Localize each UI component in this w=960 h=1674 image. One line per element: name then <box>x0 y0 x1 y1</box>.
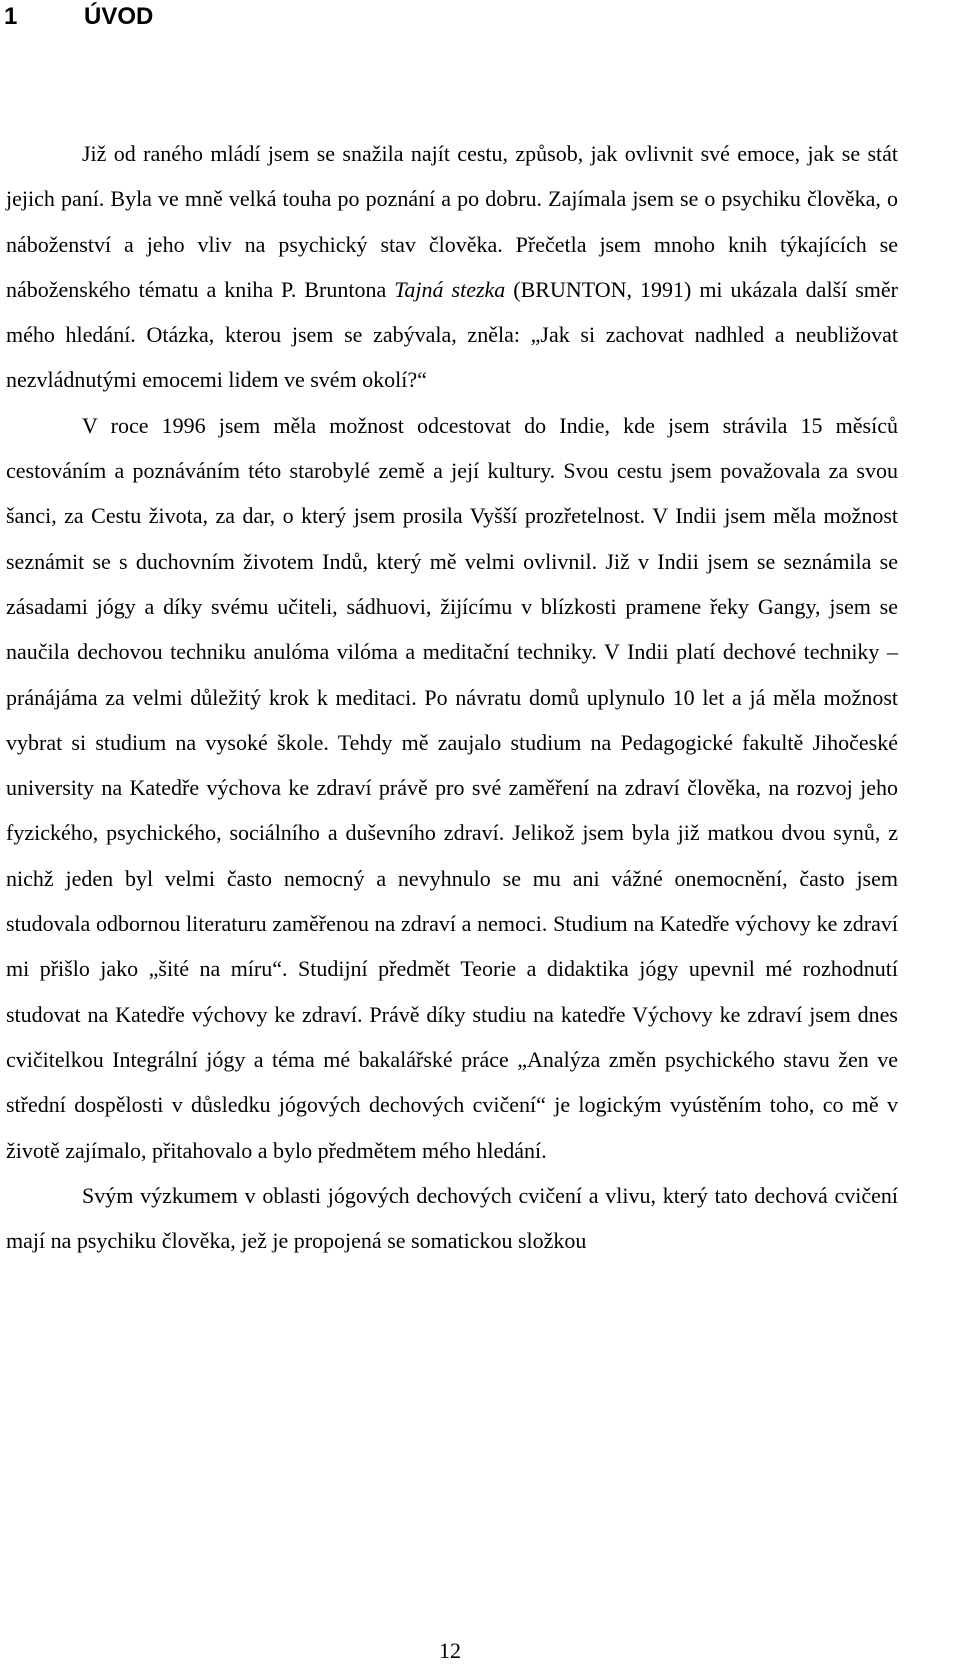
paragraph-research: Svým výzkumem v oblasti jógových dechových cvičení a vlivu, který tato dechová cvičení mají na psychiku člověka, jež je propojená se somatickou složkou <box>6 1182 898 1254</box>
paragraph-intro-text-2: (BRUNTON, 1991) mi ukázala další směr mého hledání. Otázka, kterou jsem se zabývala, zněla: „Jak si zachovat nadhled a neubližovat nezvládnutými emocemi lidem ve svém okolí?“ <box>6 276 898 393</box>
chapter-heading <box>4 0 153 34</box>
page-number: 12 <box>439 1638 461 1663</box>
body-text <box>6 131 898 1263</box>
book-title: Tajná stezka <box>394 276 506 302</box>
paragraph-india: V roce 1996 jsem měla možnost odcestovat do Indie, kde jsem strávila 15 měsíců cestováním a poznáváním této starobylé země a její kultury. Svou cestu jsem považovala za svou šanci, za Cestu života, za dar, o který jsem prosila Vyšší prozřetelnost. V Indii jsem měla možnost seznámit se s duchovním životem Indů, který mě velmi ovlivnil. Již v Indii jsem se seznámila se zásadami jógy a díky svému učiteli, sádhuovi, žijícímu v blízkosti pramene řeky Gangy, jsem se naučila dechovou techniku anulóma vilóma a meditační techniky. V Indii platí dechové techniky – pránájáma za velmi důležitý krok k meditaci. Po návratu domů uplynulo 10 let a já měla možnost vybrat si studium na vysoké škole. Tehdy mě zaujalo studium na Pedagogické fakultě Jihočeské university na Katedře výchova ke zdraví právě pro své zaměření na zdraví člověka, na rozvoj jeho fyzického, psychického, sociálního a duševního zdraví. Jelikož jsem byla již matkou dvou synů, z nichž jeden byl velmi často nemocný a nevyhnulo se mu ani vážné onemocnění, často jsem studovala odbornou literaturu zaměřenou na zdraví a nemoci. Studium na Katedře výchovy ke zdraví mi přišlo jako „šité na míru“. Studijní předmět Teorie a didaktika jógy upevnil mé rozhodnutí studovat na Katedře výchovy ke zdraví. Právě díky studiu na katedře Výchovy ke zdraví jsem dnes cvičitelkou Integrální jógy a téma mé bakalářské práce „Analýza změn psychického stavu žen ve střední dospělosti v důsledku jógových dechových cvičení“ je logickým vyústěním toho, co mě v životě zajímalo, přitahovalo a bylo předmětem mého hledání. <box>6 412 898 1163</box>
paragraph-intro-text-1: Již od raného mládí jsem se snažila najít cestu, způsob, jak ovlivnit své emoce, jak se stát jejich paní. Byla ve mně velká touha po poznání a po dobru. Zajímala jsem se o psychiku člověka, o náboženství a jeho vliv na psychický stav člověka. Přečetla jsem mnoho knih týkajících se náboženského tématu a kniha P. Bruntona <box>6 141 898 302</box>
chapter-number: 1 <box>4 3 18 30</box>
chapter-title: ÚVOD <box>84 3 154 30</box>
paragraph-intro <box>6 131 898 403</box>
